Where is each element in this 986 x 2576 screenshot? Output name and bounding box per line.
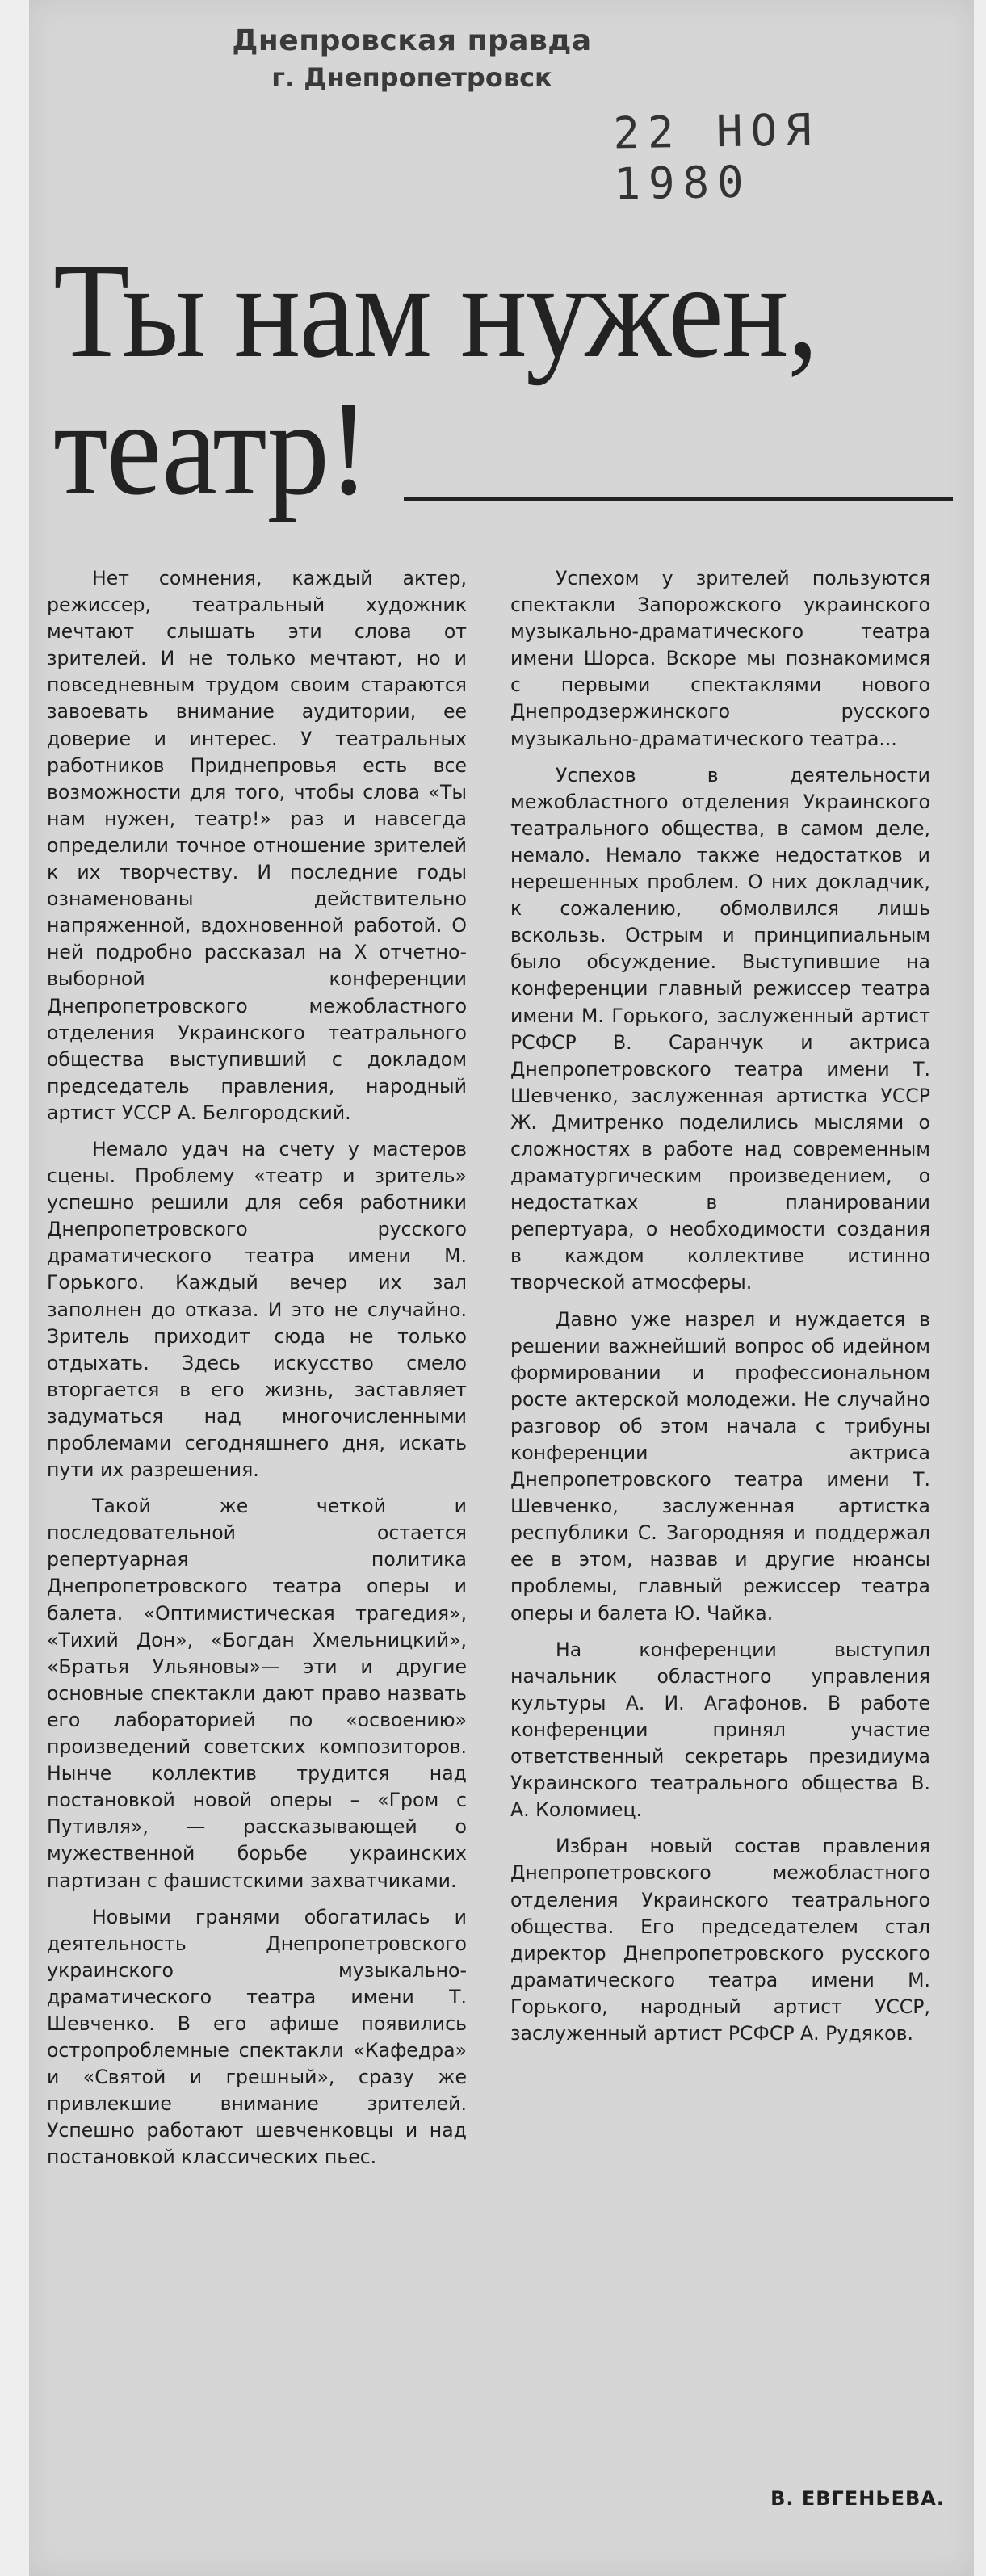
paragraph: Давно уже назрел и нуждается в решении важнейший вопрос об идейном формировании и профессиональном росте актерской молодежи. Не случайно разговор об этом начала с трибуны конференции актриса Днепропетровского театра имени Т. Шевченко, заслуженная артистка республики С. Загородняя и поддержал ее в этом, назвав и другие нюансы проблемы, главный режиссер театра оперы и балета Ю. Чайка. [510, 1307, 930, 1625]
paragraph: Успехов в деятельности межобластного отделения Украинского театрального общества, в самом деле, немало. Немало также недостатков и нерешенных проблем. О них докладчик, к сожалению, обмолвился лишь вскользь. Острым и принципиальным было обсуждение. Выступившие на конференции главный режиссер театра имени М. Горького, заслуженный артист РСФСР В. Саранчук и актриса Днепропетровского театра имени Т. Шевченко, заслуженная артистка УССР Ж. Дмитренко поделились мыслями о сложностях в работе над современным драматургическим произведением, о недостатках в планировании репертуара, о необходимости создания в каждом коллективе истинно творческой атмосферы. [510, 763, 930, 1294]
paragraph: Избран новый состав правления Днепропетровского межобластного отделения Украинского театрального общества. Его председателем стал директор Днепропетровского русского драматического театра имени М. Горького, народный артист УССР, заслуженный артист РСФСР А. Рудяков. [510, 1835, 930, 2045]
paragraph: На конференции выступил начальник областного управления культуры А. И. Агафонов. В работе конференции принял участие ответственный секретарь президиума Украинского театрального общества В. А. Коломиец. [510, 1638, 930, 1822]
headline-rule [404, 497, 953, 501]
article-column-left [47, 565, 467, 2181]
paragraph: Немало удач на счету у мастеров сцены. Проблему «театр и зритель» успешно решили для себя работники Днепропетровского русского драматического театра имени М. Горького. Каждый вечер их зал заполнен до отказа. И это не случайно. Зритель приходит сюда не только отдыхать. Здесь искусство смело вторгается в его жизнь, заставляет задуматься над многочисленными проблемами сегодняшнего дня, искать пути их разрешения. [47, 1137, 467, 1482]
newspaper-name: Днепровская правда [232, 24, 592, 57]
date-stamp: 22 НОЯ 1980 [612, 104, 820, 210]
newspaper-city: г. Днепропетровск [271, 62, 552, 93]
article-column-right [510, 565, 930, 2057]
article-author: В. ЕВГЕНЬЕВА. [770, 2487, 945, 2510]
headline-line-2: театр! [53, 373, 368, 523]
paragraph: Такой же четкой и последовательной остается репертуарная политика Днепропетровского театра оперы и балета. «Оптимистическая трагедия», «Тихий Дон», «Богдан Хмельницкий», «Братья Ульяновы»— эти и другие основные спектакли дают право назвать его лабораторией по «освоению» произведений советских композиторов. Нынче коллектив трудится над постановкой новой оперы – «Гром с Путивля», — рассказывающей о мужественной борьбе украинских партизан с фашистскими захватчиками. [47, 1495, 467, 1892]
article-headline [53, 236, 885, 523]
paragraph: Успехом у зрителей пользуются спектакли Запорожского украинского музыкально-драматического театра имени Шорса. Вскоре мы познакомимся с первыми спектаклями нового Днепродзержинского русского музыкально-драматического театра... [510, 567, 930, 750]
masthead-stamp [202, 23, 622, 95]
headline-line-1: Ты нам нужен, [53, 236, 817, 386]
paragraph: Новыми гранями обогатилась и деятельность Днепропетровского украинского музыкально-драматического театра имени Т. Шевченко. В его афише появились остропроблемные спектакли «Кафедра» и «Святой и грешный», сразу же привлекшие внимание зрителей. Успешно работают шевченковцы и над постановкой классических пьес. [47, 1905, 467, 2169]
paragraph: Нет сомнения, каждый актер, режиссер, театральный художник мечтают слышать эти слова от зрителей. И не только мечтают, но и повседневным трудом своим стараются завоевать внимание аудитории, ее доверие и интерес. У театральных работников Приднепровья есть все возможности для того, чтобы слова «Ты нам нужен, театр!» раз и навсегда определили точное отношение зрителей к их творчеству. И последние годы ознаменованы действительно напряженной, вдохновенной работой. О ней подробно рассказал на X отчетно-выборной конференции Днепропетровского межобластного отделения Украинского театрального общества выступивший с докладом председатель правления, народный артист УССР А. Белгородский. [47, 567, 467, 1124]
